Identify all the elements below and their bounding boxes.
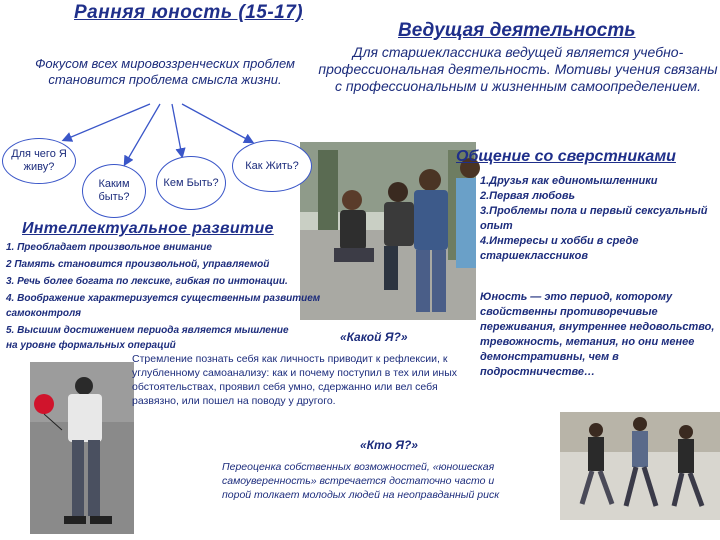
who-am-i-text: Переоценка собственных возможностей, «юношеская самоуверенность» встречается достаточно часто и порой толкает молодых людей на неоправданный риск xyxy=(222,461,500,501)
focus-text: Фокусом всех мировоззренческих проблем становится проблема смысла жизни. xyxy=(35,56,295,87)
what-am-i-title: «Какой Я?» xyxy=(340,330,408,344)
intellect-title: Интеллектуальное развитие xyxy=(22,220,274,237)
communication-item: 3.Проблемы пола и первый сексуальный опыт xyxy=(480,205,708,232)
leading-activity-text: Для старшеклассника ведущей является учебно- профессиональная деятельность. Мотивы учения связаны с профессиональным и жизненным самоопределением. xyxy=(318,44,718,94)
couple-balloon-photo xyxy=(30,362,134,534)
communication-item: 2.Первая любовь xyxy=(480,190,575,202)
question-why-live: Для чего Я живу? xyxy=(11,148,67,173)
question-oval-what-to-be xyxy=(82,164,146,218)
dancing-teens-photo xyxy=(560,412,720,520)
communication-list xyxy=(480,174,716,264)
question-how-to-live: Как Жить? xyxy=(245,159,299,172)
what-am-i-text: Стремление познать себя как личность приводит к рефлексии, к углубленному самоанализу: как и почему поступил в тех или иных обстоятельствах, проявил себя умно, сдержанно или вел себя развязно, или пошел на поводу у другого. xyxy=(132,353,458,407)
intellect-item: 3. Речь более богата по лексике, гибкая по интонации. xyxy=(6,276,288,287)
page-title: Ранняя юность (15-17) xyxy=(74,2,304,23)
intellect-item: 5. Высшим достижением периода является мышление на уровне формальных операций xyxy=(6,325,289,351)
arrow-to-q4 xyxy=(182,104,252,142)
question-what-to-be: Каким быть? xyxy=(98,178,130,203)
who-am-i-title: «Кто Я?» xyxy=(360,438,418,452)
arrow-to-q1 xyxy=(64,104,150,140)
intellect-list xyxy=(6,240,346,355)
intellect-item: 2 Память становится произвольной, управляемой xyxy=(6,259,270,270)
arrow-to-q3 xyxy=(172,104,182,156)
question-oval-why-live xyxy=(2,138,76,184)
youth-definition: Юность — это период, которому свойственны противоречивые переживания, внутреннее недовольство, тревожность, метания, но они менее демонстративны, чем в подростничестве… xyxy=(480,291,715,378)
leading-activity-title: Ведущая деятельность xyxy=(398,20,636,41)
communication-title: Общение со сверстниками xyxy=(456,148,676,165)
communication-item: 1.Друзья как единомышленники xyxy=(480,175,658,187)
intellect-item: 1. Преобладает произвольное внимание xyxy=(6,242,212,253)
question-oval-who-to-be xyxy=(156,156,226,210)
intellect-item: 4. Воображение характеризуется существенным развитием самоконтроля xyxy=(6,293,321,319)
communication-item: 4.Интересы и хобби в среде старшеклассников xyxy=(480,235,639,262)
question-who-to-be: Кем Быть? xyxy=(163,176,219,189)
question-oval-how-to-live xyxy=(232,140,312,192)
arrow-to-q2 xyxy=(125,104,160,164)
